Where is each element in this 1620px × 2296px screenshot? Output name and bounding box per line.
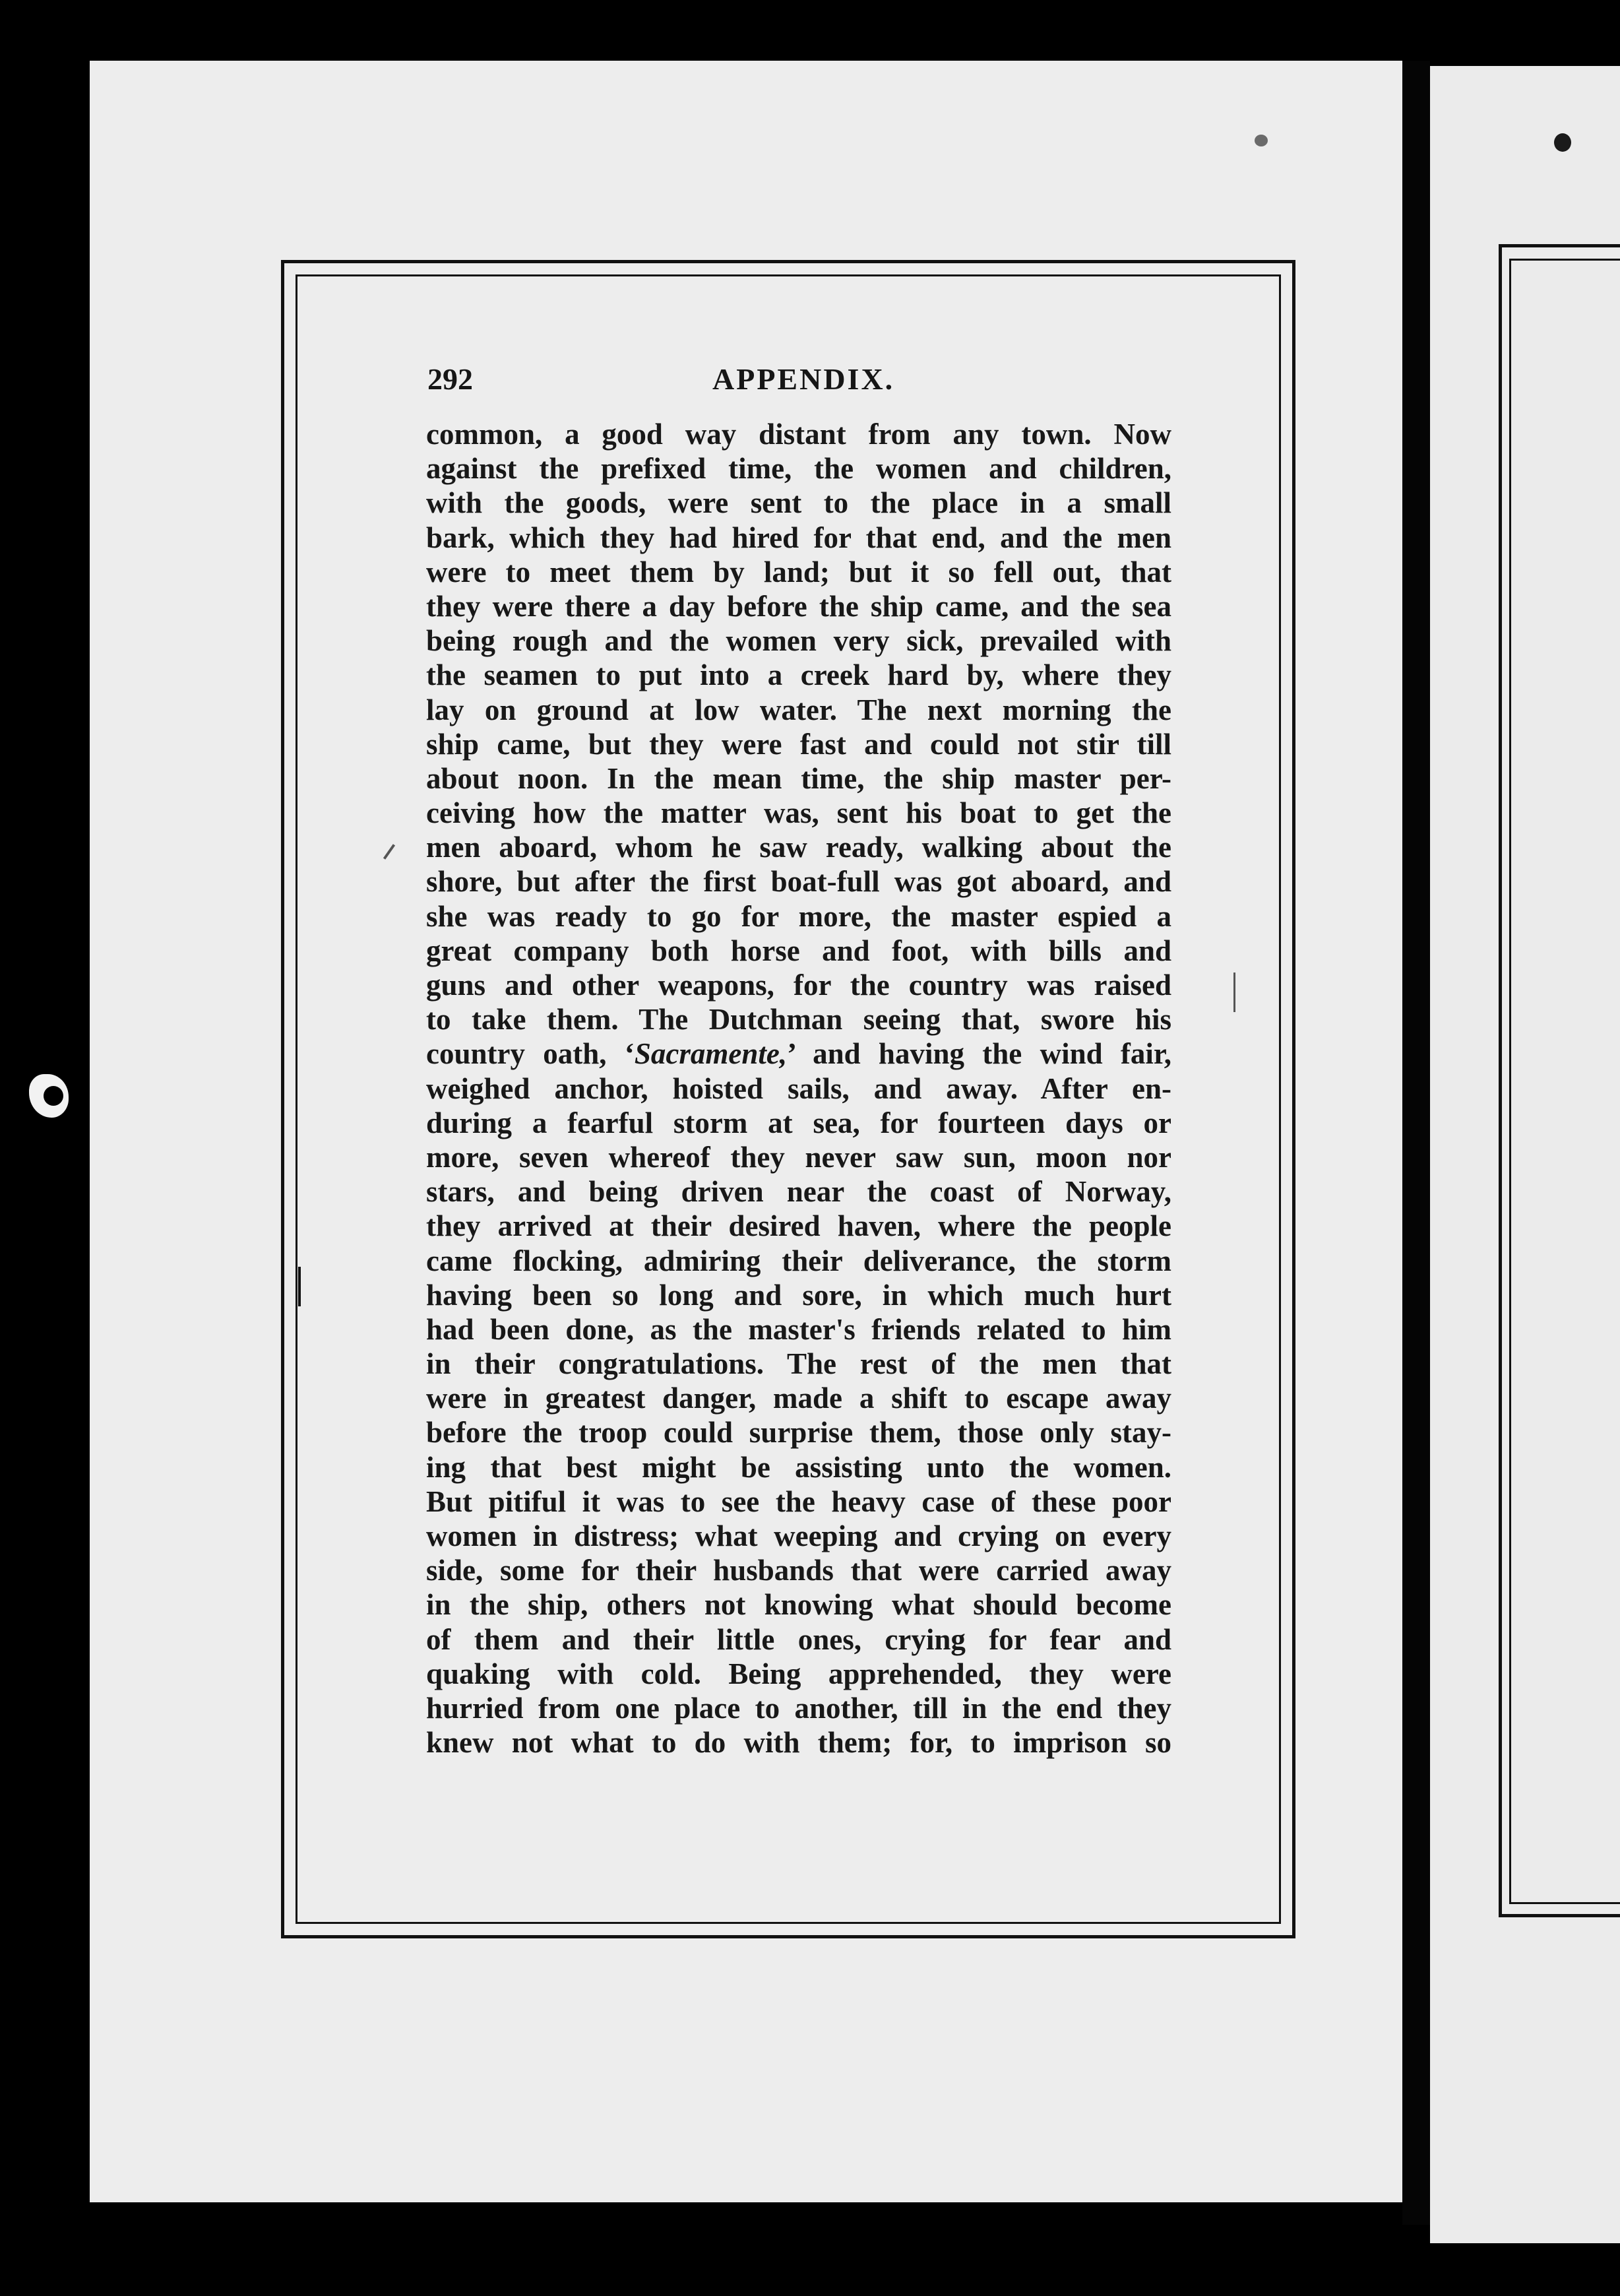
text-line: were to meet them by land; but it so fell out, that bbox=[426, 555, 1171, 589]
text-line: ing that best might be assisting unto the women. bbox=[426, 1450, 1171, 1484]
text-line: they were there a day before the ship came, and the sea bbox=[426, 589, 1171, 623]
running-head: APPENDIX. bbox=[712, 362, 895, 396]
open-quote: ‘ bbox=[624, 1037, 635, 1071]
text-line: But pitiful it was to see the heavy case of these poor bbox=[426, 1484, 1171, 1518]
text-line: in their congratulations. The rest of the men that bbox=[426, 1347, 1171, 1381]
text-line: men aboard, whom he saw ready, walking about the bbox=[426, 831, 1171, 864]
text-line: bark, which they had hired for that end, and the men bbox=[426, 521, 1171, 554]
text-line: women in distress; what weeping and crying on every bbox=[426, 1519, 1171, 1552]
text-line: common, a good way distant from any town. Now bbox=[426, 418, 1171, 451]
text-line: the seamen to put into a creek hard by, where they bbox=[426, 658, 1171, 692]
ink-speck bbox=[1554, 133, 1571, 152]
text-line-with-italic bbox=[426, 1036, 1171, 1071]
text-line-end: ’ and having the wind fair, bbox=[787, 1037, 1172, 1071]
text-line: knew not what to do with them; for, to imprison so bbox=[426, 1726, 1171, 1760]
text-line: came flocking, admiring their deliverance, the storm bbox=[426, 1244, 1171, 1277]
paper-fragment bbox=[29, 1074, 69, 1118]
text-line: stars, and being driven near the coast of Norway, bbox=[426, 1175, 1171, 1209]
text-line: side, some for their husbands that were carried away bbox=[426, 1554, 1171, 1587]
text-line: great company both horse and foot, with bills and bbox=[426, 934, 1171, 967]
text-line: more, seven whereof they never saw sun, moon nor bbox=[426, 1140, 1171, 1174]
text-line: being rough and the women very sick, prevailed with bbox=[426, 624, 1171, 658]
text-line: guns and other weapons, for the country was raised bbox=[426, 969, 1171, 1002]
text-line: lay on ground at low water. The next morning the bbox=[426, 693, 1171, 726]
text-line: weighed anchor, hoisted sails, and away. After en- bbox=[426, 1071, 1171, 1105]
text-line-start: country oath, bbox=[426, 1037, 607, 1071]
text-line: to take them. The Dutchman seeing that, swore his bbox=[426, 1003, 1171, 1036]
text-line: having been so long and sore, in which much hurt bbox=[426, 1278, 1171, 1312]
italic-word: Sacramente, bbox=[634, 1037, 788, 1071]
text-line: ship came, but they were fast and could not stir till bbox=[426, 727, 1171, 761]
text-line: with the goods, were sent to the place in a small bbox=[426, 486, 1171, 520]
text-line: against the prefixed time, the women and children, bbox=[426, 452, 1171, 486]
text-line: quaking with cold. Being apprehended, they were bbox=[426, 1657, 1171, 1690]
text-line: she was ready to go for more, the master espied a bbox=[426, 899, 1171, 933]
text-line: in the ship, others not knowing what should become bbox=[426, 1588, 1171, 1622]
body-text bbox=[426, 417, 1171, 1760]
text-line: of them and their little ones, crying for fear and bbox=[426, 1622, 1171, 1656]
page-header bbox=[427, 362, 1170, 408]
text-line: hurried from one place to another, till in the end they bbox=[426, 1691, 1171, 1725]
text-line: ceiving how the matter was, sent his boat to get the bbox=[426, 796, 1171, 830]
text-line: were in greatest danger, made a shift to escape away bbox=[426, 1382, 1171, 1415]
text-line: they arrived at their desired haven, where the people bbox=[426, 1209, 1171, 1243]
text-line: before the troop could surprise them, those only stay- bbox=[426, 1416, 1171, 1450]
right-page-frame-inner bbox=[1509, 259, 1620, 1904]
ink-speck bbox=[1255, 135, 1268, 146]
page-number: 292 bbox=[427, 362, 473, 396]
text-line: shore, but after the first boat-full was got aboard, and bbox=[426, 865, 1171, 899]
text-line: during a fearful storm at sea, for fourteen days or bbox=[426, 1106, 1171, 1139]
pencil-mark bbox=[1233, 973, 1235, 1012]
pencil-mark bbox=[298, 1267, 301, 1306]
text-line: had been done, as the master's friends related to him bbox=[426, 1312, 1171, 1346]
book-gutter bbox=[1402, 61, 1430, 2225]
text-line: about noon. In the mean time, the ship master per- bbox=[426, 761, 1171, 795]
